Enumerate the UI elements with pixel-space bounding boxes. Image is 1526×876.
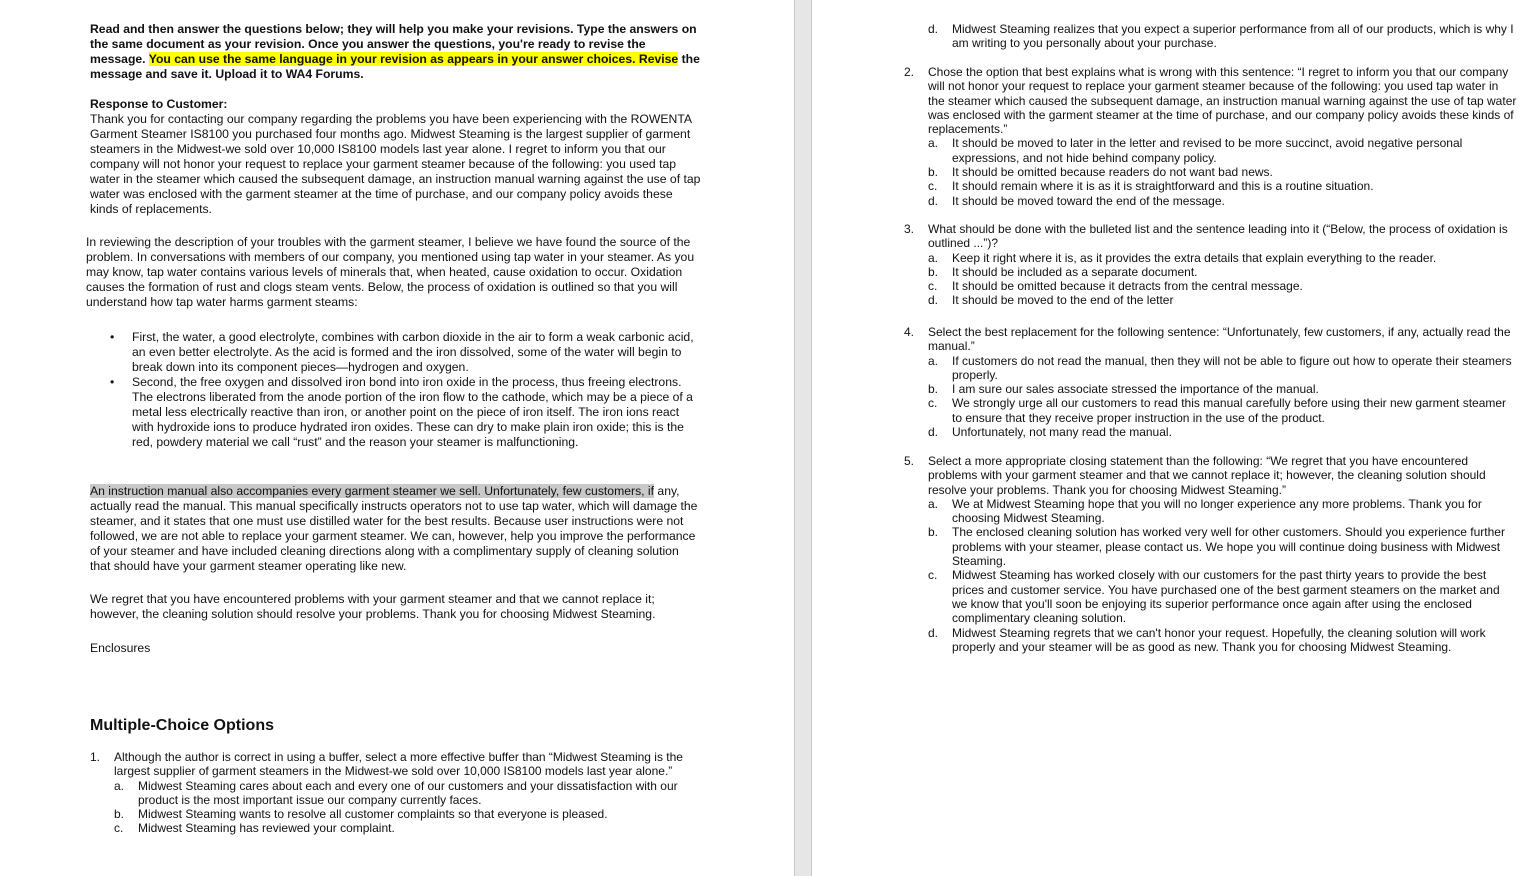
- option-a[interactable]: [90, 779, 698, 808]
- question-text: Although the author is correct in using a buffer, select a more effective buffer than “Midwest Steaming is the largest supplier of garment steamers in the Midwest-we sold over 10,000 IS8100 models last year alone.”: [114, 750, 683, 779]
- page-gutter: [794, 0, 812, 876]
- option-letter: b.: [928, 165, 939, 180]
- option-d[interactable]: [904, 293, 1518, 307]
- question-text: What should be done with the bulleted list and the sentence leading into it (“Below, the process of oxidation is outlined ...”)?: [928, 222, 1508, 251]
- question-number: 5.: [904, 454, 915, 468]
- instructions-text-end: the message and save it. Upload it to WA4 Forums.: [90, 52, 700, 81]
- option-text: Midwest Steaming has reviewed your complaint.: [138, 821, 395, 836]
- option-text: It should be included as a separate document.: [952, 264, 1198, 279]
- option-text: I am sure our sales associate stressed the importance of the manual.: [952, 382, 1319, 397]
- option-d[interactable]: [904, 425, 1518, 439]
- option-letter: a.: [928, 496, 939, 511]
- option-a[interactable]: [904, 497, 1518, 526]
- option-a[interactable]: [904, 354, 1518, 383]
- bullet-item[interactable]: • Second, the free oxygen and dissolved iron bond into iron oxide in the process, thus freeing electrons. The electrons liberated from the anode portion of the iron flow to the cathode, which may be a piece of a metal less electrically reactive than iron, or another point on the piece of iron itself. The iron ions react with hydroxide ions to produce hydrated iron oxides. These can dry to make plain iron oxide; this is the red, powdery material we call “rust” and the reason your steamer is malfunctioning.: [90, 375, 702, 450]
- question-text: Select a more appropriate closing statement than the following: “We regret that you have encountered problems with your garment steamer and that we cannot replace it; however, the cleaning solution should resolve your problems. Thank you for choosing Midwest Steaming.”: [928, 454, 1486, 497]
- option-b[interactable]: [904, 382, 1518, 396]
- question-3: [904, 222, 1518, 308]
- instructions-paragraph[interactable]: [90, 22, 702, 82]
- option-c[interactable]: [904, 568, 1518, 625]
- question-text: Select the best replacement for the following sentence: “Unfortunately, few customers, if any, actually read the manual.”: [928, 325, 1511, 354]
- option-text: Unfortunately, not many read the manual.: [952, 425, 1172, 440]
- option-text: Midwest Steaming wants to resolve all customer complaints so that everyone is pleased.: [138, 807, 608, 822]
- option-b[interactable]: [904, 525, 1518, 568]
- option-text: Midwest Steaming has worked closely with our customers for the past thirty years to provide the best prices and customer service. You have purchased one of the best garment steamers on the market and we know that you'll soon be enjoying its superior performance once again after using the enclosed complimentary cleaning solution.: [952, 568, 1500, 626]
- option-letter: c.: [928, 179, 938, 194]
- question-text: Chose the option that best explains what is wrong with this sentence: “I regret to inform you that our company will not honor your request to replace your garment steamer because of the following: you used tap water in the steamer which caused the subsequent damage, an instruction manual warning against the use of tap water was enclosed with the garment steamer at the time of purchase, and our company policy avoids these kinds of replacements.”: [928, 65, 1517, 137]
- question-1-continued: [928, 22, 1518, 51]
- response-paragraph-3[interactable]: [90, 484, 702, 574]
- option-text: We at Midwest Steaming hope that you will no longer experience any more problems. Thank you for choosing Midwest Steaming.: [952, 496, 1482, 526]
- option-letter: a.: [928, 136, 939, 151]
- bullet-item[interactable]: • First, the water, a good electrolyte, combines with carbon dioxide in the air to form a weak carbonic acid, an even better electrolyte. As the acid is formed and the iron dissolved, some of the water will begin to break down into its component pieces—hydrogen and oxygen.: [90, 330, 702, 375]
- option-letter: d.: [928, 425, 939, 440]
- enclosures-label: Enclosures: [90, 641, 151, 655]
- question-number: 4.: [904, 325, 915, 339]
- option-b[interactable]: [904, 165, 1518, 179]
- option-letter: d.: [928, 293, 939, 308]
- option-text: It should be omitted because readers do not want bad news.: [952, 165, 1273, 180]
- option-c[interactable]: [90, 821, 698, 835]
- question-4: [904, 325, 1518, 439]
- option-letter: a.: [928, 250, 939, 265]
- response-paragraph-2[interactable]: In reviewing the description of your troubles with the garment steamer, I believe we have found the source of the problem. In conversations with members of our company, you mentioned using tap water in your steamer. As you may know, tap water contains various levels of minerals that, when heated, cause oxidation to occur. Oxidation causes the formation of rust and clogs steam vents. Below, the process of oxidation is outlined so that you will understand how tap water harms garment steams:: [86, 235, 695, 309]
- question-1: [90, 750, 698, 836]
- question-2: [904, 65, 1518, 208]
- option-letter: d.: [928, 625, 939, 640]
- paragraph-text: any, actually read the manual. This manual specifically instructs operators not to use tap water, which will damage the steamer, and it states that one must use distilled water for the best results. Because user instructions were not followed, we are not able to replace your garment steamer. We can, however, help you improve the performance of your steamer and have included cleaning directions along with a complimentary supply of cleaning solution that should have your garment steamer operating like new.: [90, 484, 698, 573]
- instructions-text: Read and then answer the questions below; they will help you make your revisions. Type the answers on the same document as your revision. Once you answer the questions, you're ready to revise the message.: [90, 22, 697, 66]
- option-letter: a.: [928, 353, 939, 368]
- option-text: Midwest Steaming realizes that you expect a superior performance from all of our products, which is why I am writing to you personally about your purchase.: [952, 22, 1514, 51]
- option-text: If customers do not read the manual, then they will not be able to figure out how to operate their steamers properly.: [952, 353, 1512, 382]
- option-c[interactable]: [904, 396, 1518, 425]
- option-text: It should remain where it is as it is straightforward and this is a routine situation.: [952, 179, 1374, 194]
- option-text: Midwest Steaming regrets that we can't honor your request. Hopefully, the cleaning solution will work properly and your steamer will be as good as new. Thank you for choosing Midwest Steaming.: [952, 625, 1486, 654]
- multiple-choice-heading: Multiple-Choice Options: [90, 717, 274, 734]
- option-c[interactable]: [904, 179, 1518, 193]
- option-text: It should be omitted because it detracts from the central message.: [952, 279, 1303, 294]
- question-number: 1.: [90, 750, 101, 764]
- option-a[interactable]: [904, 251, 1518, 265]
- option-text: Keep it right where it is, as it provides the extra details that explain everything to the reader.: [952, 250, 1437, 265]
- question-number: 2.: [904, 65, 915, 79]
- option-text: The enclosed cleaning solution has worked very well for other customers. Should you experience further problems with your steamer, please contact us. We hope you will continue doing business with Midwest Steaming.: [952, 525, 1505, 569]
- option-text: Midwest Steaming cares about each and every one of our customers and your dissatisfaction with our product is the most important issue our company currently faces.: [138, 778, 678, 807]
- option-letter: b.: [928, 525, 939, 540]
- option-letter: b.: [928, 264, 939, 279]
- option-letter: c.: [928, 279, 938, 294]
- option-d[interactable]: [928, 22, 1518, 51]
- option-letter: c.: [114, 821, 124, 836]
- option-b[interactable]: [90, 807, 698, 821]
- option-text: It should be moved toward the end of the message.: [952, 193, 1225, 208]
- response-heading: Response to Customer:: [90, 97, 228, 111]
- option-d[interactable]: [904, 626, 1518, 655]
- option-c[interactable]: [904, 279, 1518, 293]
- document-page-right[interactable]: [812, 0, 1526, 876]
- option-letter: b.: [114, 807, 125, 822]
- option-a[interactable]: [904, 136, 1518, 165]
- question-5: [904, 454, 1518, 654]
- option-b[interactable]: [904, 265, 1518, 279]
- option-letter: d.: [928, 193, 939, 208]
- option-text: It should be moved to the end of the letter: [952, 293, 1174, 308]
- response-paragraph-1[interactable]: Thank you for contacting our company regarding the problems you have been experiencing with the ROWENTA Garment Steamer IS8100 you purchased four months ago. Midwest Steaming is the largest supplier of garment steamers in the Midwest-we sold over 10,000 IS8100 models last year alone. I regret to inform you that our company will not honor your request to replace your garment steamer because of the following: you used tap water in the steamer which caused the subsequent damage, an instruction manual warning against the use of tap water was enclosed with the garment steamer at the time of purchase, and our company policy avoids these kinds of replacements.: [90, 112, 701, 216]
- option-letter: c.: [928, 568, 938, 583]
- option-d[interactable]: [904, 194, 1518, 208]
- option-letter: d.: [928, 22, 939, 36]
- option-letter: c.: [928, 396, 938, 411]
- instructions-highlight: You can use the same language in your revision as appears in your answer choices. Revise: [148, 52, 679, 66]
- option-text: It should be moved to later in the letter and revised to be more succinct, avoid negative personal expressions, and not hide behind company policy.: [952, 136, 1463, 165]
- option-letter: b.: [928, 382, 939, 397]
- option-letter: a.: [114, 778, 125, 793]
- question-number: 3.: [904, 222, 915, 236]
- oxidation-bullet-list: [90, 330, 702, 450]
- option-text: We strongly urge all our customers to read this manual carefully before using their new garment steamer to ensure that they receive proper instruction in the use of the product.: [952, 396, 1507, 425]
- response-paragraph-4[interactable]: We regret that you have encountered problems with your garment steamer and that we cannot replace it; however, the cleaning solution should resolve your problems. Thank you for choosing Midwest Steaming.: [90, 592, 656, 621]
- selected-text: An instruction manual also accompanies every garment steamer we sell. Unfortunately, few customers, if: [90, 484, 655, 498]
